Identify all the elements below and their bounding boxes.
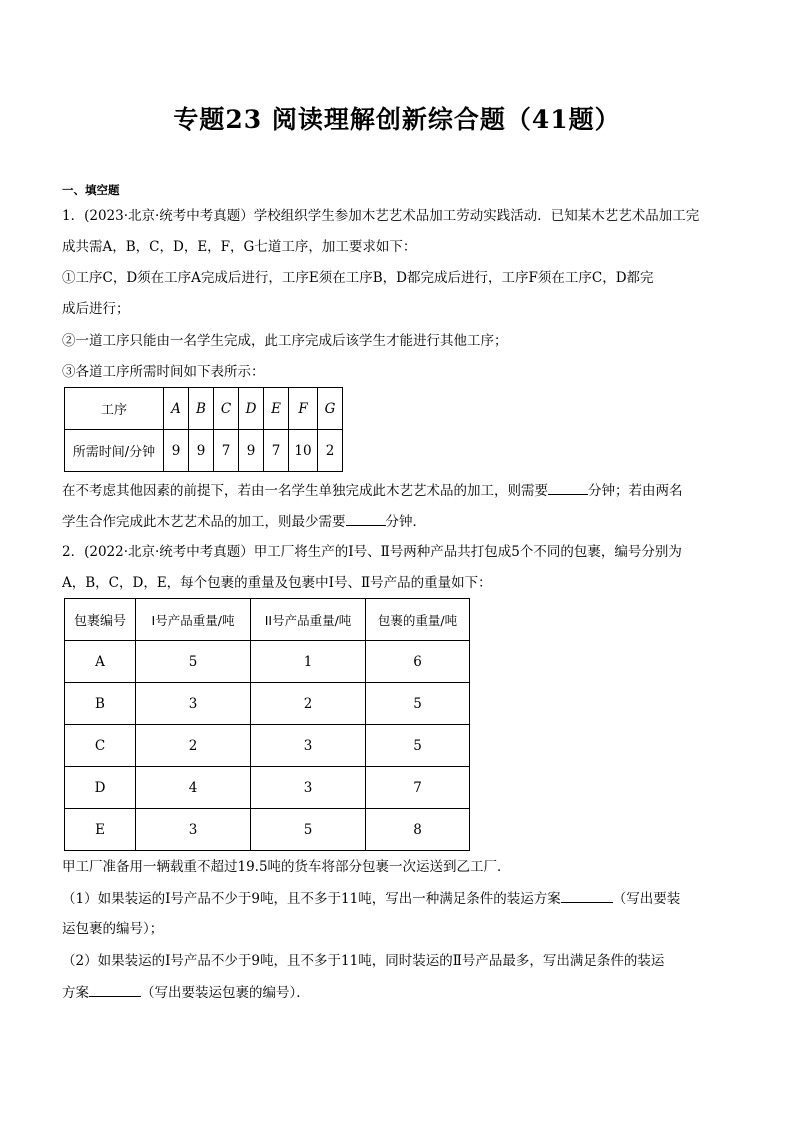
q1-after-text-b: 分钟；若由两名 xyxy=(588,483,683,499)
table-row-label: 所需时间/分钟 xyxy=(65,430,164,472)
q1-line-5: ②一道工序只能由一名学生完成，此工序完成后该学生才能进行其他工序； xyxy=(62,333,508,349)
table-cell: 5 xyxy=(251,809,366,851)
table-cell: C xyxy=(65,725,136,767)
step-cell: D xyxy=(239,388,264,430)
table-cell: 5 xyxy=(366,725,470,767)
q2-line-1: 2．(2022·北京·统考中考真题）甲工厂将生产的Ⅰ号、Ⅱ号两种产品共打包成5个不同的包裹，编号分别为 xyxy=(62,544,682,560)
step-cell: F xyxy=(289,388,318,430)
table-header-cell: II号产品重量/吨 xyxy=(251,599,366,641)
table-cell: 5 xyxy=(136,641,251,683)
table-cell: 6 xyxy=(366,641,470,683)
table-row xyxy=(65,641,470,683)
table-cell: 3 xyxy=(251,767,366,809)
q1-line-2: 成共需A，B，C，D，E，F，G七道工序，加工要求如下： xyxy=(62,239,417,255)
table-cell: 8 xyxy=(366,809,470,851)
table-cell: 5 xyxy=(366,683,470,725)
table-cell: 2 xyxy=(251,683,366,725)
q1-after-text-d: 分钟． xyxy=(385,514,426,530)
q2-sub2-line-1: （2）如果装运的Ⅰ号产品不少于9吨，且不多于11吨，同时装运的Ⅱ号产品最多，写出满足条件的装运 xyxy=(62,953,665,969)
step-cell: G xyxy=(318,388,343,430)
q2-sub1-text-a: （1）如果装运的Ⅰ号产品不少于9吨，且不多于11吨，写出一种满足条件的装运方案 xyxy=(62,891,561,907)
time-cell: 10 xyxy=(289,430,318,472)
time-cell: 2 xyxy=(318,430,343,472)
q1-after-text-c: 学生合作完成此木艺艺术品的加工，则最少需要 xyxy=(62,514,346,530)
section-heading: 一、填空题 xyxy=(62,183,120,197)
package-weight-table xyxy=(64,598,470,851)
page-title: 专题23 阅读理解创新综合题（41题） xyxy=(173,105,621,134)
table-cell: A xyxy=(65,641,136,683)
q2-sub1-line-1 xyxy=(62,888,680,909)
step-cell: A xyxy=(164,388,189,430)
q2-sub2-text-b: 方案 xyxy=(62,985,89,1001)
q2-sub2-line-2 xyxy=(62,982,310,1003)
q1-after-text-a: 在不考虑其他因素的前提下，若由一名学生单独完成此木艺艺术品的加工，则需要 xyxy=(62,483,548,499)
time-cell: 9 xyxy=(189,430,214,472)
time-cell: 9 xyxy=(239,430,264,472)
table-header-cell: 包裹的重量/吨 xyxy=(366,599,470,641)
step-cell: C xyxy=(214,388,239,430)
table-cell: D xyxy=(65,767,136,809)
q2-after-line: 甲工厂准备用一辆载重不超过19.5吨的货车将部分包裹一次运送到乙工厂． xyxy=(62,859,511,875)
q1-line-1: 1．(2023·北京·统考中考真题）学校组织学生参加木艺艺术品加工劳动实践活动．已知某木艺艺术品加工完 xyxy=(62,208,700,224)
table-header-row xyxy=(65,599,470,641)
table-cell: 3 xyxy=(136,809,251,851)
table-row xyxy=(65,388,343,430)
table-header-cell: I号产品重量/吨 xyxy=(136,599,251,641)
table-cell: 4 xyxy=(136,767,251,809)
answer-blank[interactable] xyxy=(561,888,613,903)
table-row xyxy=(65,809,470,851)
table-cell: 1 xyxy=(251,641,366,683)
q2-sub1-line-2: 运包裹的编号）； xyxy=(62,921,164,937)
step-cell: B xyxy=(189,388,214,430)
q1-line-3: ①工序C，D须在工序A完成后进行，工序E须在工序B，D都完成后进行，工序F须在工序C，D都完 xyxy=(62,270,654,286)
table-row xyxy=(65,430,343,472)
time-cell: 7 xyxy=(214,430,239,472)
q2-sub2-text-c: （写出要装运包裹的编号）． xyxy=(141,985,310,1001)
table-cell: E xyxy=(65,809,136,851)
q1-line-6: ③各道工序所需时间如下表所示： xyxy=(62,364,265,380)
table-cell: 7 xyxy=(366,767,470,809)
q1-after-line-2 xyxy=(62,511,426,532)
table-header-cell: 工序 xyxy=(65,388,164,430)
answer-blank[interactable] xyxy=(89,982,141,997)
answer-blank[interactable] xyxy=(346,511,386,526)
table-cell: 3 xyxy=(251,725,366,767)
table-cell: 3 xyxy=(136,683,251,725)
step-cell: E xyxy=(264,388,289,430)
table-row xyxy=(65,683,470,725)
time-cell: 7 xyxy=(264,430,289,472)
q2-line-2: A，B，C，D，E，每个包裹的重量及包裹中Ⅰ号、Ⅱ号产品的重量如下： xyxy=(62,575,492,591)
table-row xyxy=(65,725,470,767)
process-time-table xyxy=(64,387,343,472)
table-row xyxy=(65,767,470,809)
time-cell: 9 xyxy=(164,430,189,472)
table-cell: 2 xyxy=(136,725,251,767)
q2-sub1-text-b: （写出要装 xyxy=(612,891,681,907)
q1-line-4: 成后进行； xyxy=(62,301,130,317)
q1-after-line-1 xyxy=(62,480,683,501)
table-cell: B xyxy=(65,683,136,725)
table-header-cell: 包裹编号 xyxy=(65,599,136,641)
answer-blank[interactable] xyxy=(548,480,588,495)
